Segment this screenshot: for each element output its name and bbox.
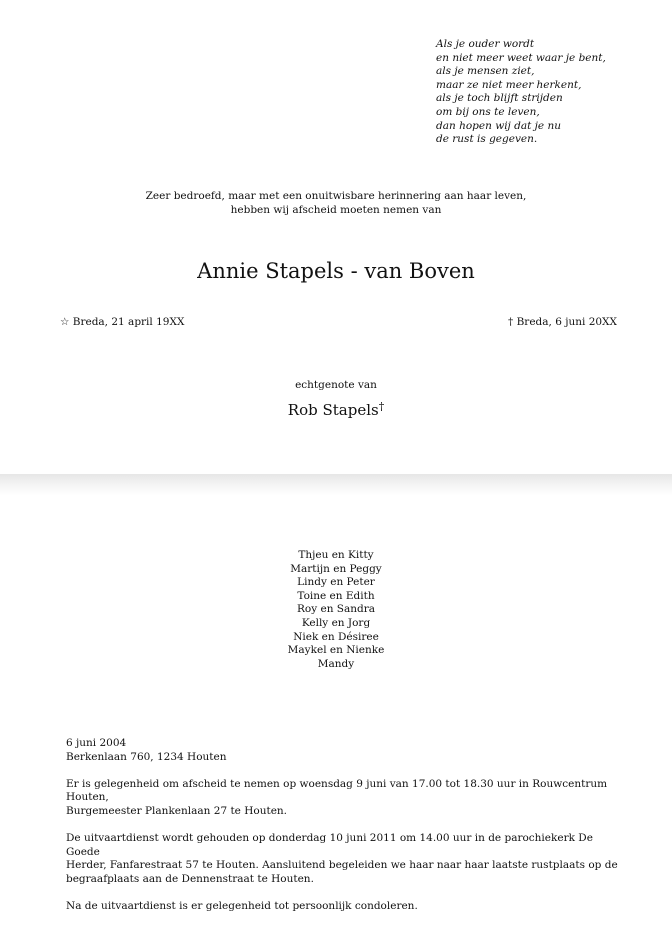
service-info (66, 832, 626, 886)
family-member: Niek en Désiree (293, 630, 379, 643)
family-list (0, 549, 672, 671)
poem-line: als je toch blijft strijden (436, 92, 563, 105)
family-member: Mandy (317, 657, 355, 670)
birth-info: ☆ Breda, 21 april 19XX (60, 316, 185, 328)
deceased-name: Annie Stapels - van Boven (197, 259, 475, 283)
family-member: Martijn en Peggy (290, 562, 382, 575)
farewell-info (66, 778, 626, 819)
family-member: Roy en Sandra (296, 603, 376, 616)
farewell-line-1: Er is gelegenheid om afscheid te nemen op woensdag 9 juni van 17.00 tot 18.30 uur in Rouwcentrum Houten, (66, 777, 608, 804)
cross-icon: † (378, 400, 385, 413)
card-fold-shadow (0, 474, 672, 496)
date: 6 juni 2004 (66, 737, 127, 749)
poem-line: dan hopen wij dat je nu (436, 119, 562, 132)
announcement-intro (0, 189, 672, 217)
spouse-intro: echtgenote van (295, 379, 377, 391)
poem-line: de rust is gegeven. (436, 133, 538, 146)
poem-line: maar ze niet meer herkent, (436, 78, 582, 91)
intro-line-1: Zeer bedroefd, maar met een onuitwisbare herinnering aan haar leven, (145, 190, 527, 202)
family-member: Maykel en Nienke (287, 644, 385, 657)
poem-line: Als je ouder wordt (436, 38, 535, 50)
condolence-info: Na de uitvaartdienst is er gelegenheid tot persoonlijk condoleren. (66, 900, 418, 913)
address: Berkenlaan 760, 1234 Houten (66, 750, 227, 763)
poem-line: als je mensen ziet, (436, 65, 535, 78)
family-member: Toine en Edith (297, 589, 375, 602)
address-block (66, 737, 626, 764)
service-line-2: Herder, Fanfarestraat 57 te Houten. Aansluitend begeleiden we haar naar haar laatste rustplaats op de (66, 859, 618, 872)
spouse-name: Rob Stapels (287, 401, 379, 419)
death-info: † Breda, 6 juni 20XX (508, 316, 617, 328)
family-member: Kelly en Jorg (301, 616, 371, 629)
intro-line-2: hebben wij afscheid moeten nemen van (230, 204, 442, 216)
poem (436, 38, 606, 147)
farewell-line-2: Burgemeester Plankenlaan 27 te Houten. (66, 804, 288, 817)
family-member: Thjeu en Kitty (298, 549, 374, 561)
service-line-1: De uitvaartdienst wordt gehouden op donderdag 10 juni 2011 om 14.00 uur in de parochiekerk De Goede (66, 832, 593, 858)
family-member: Lindy en Peter (297, 576, 375, 589)
poem-line: en niet meer weet waar je bent, (436, 51, 606, 64)
spouse (0, 400, 672, 420)
service-line-3: begraafplaats aan de Dennenstraat te Houten. (66, 872, 314, 885)
poem-line: om bij ons te leven, (436, 105, 540, 118)
funeral-details (66, 737, 626, 927)
